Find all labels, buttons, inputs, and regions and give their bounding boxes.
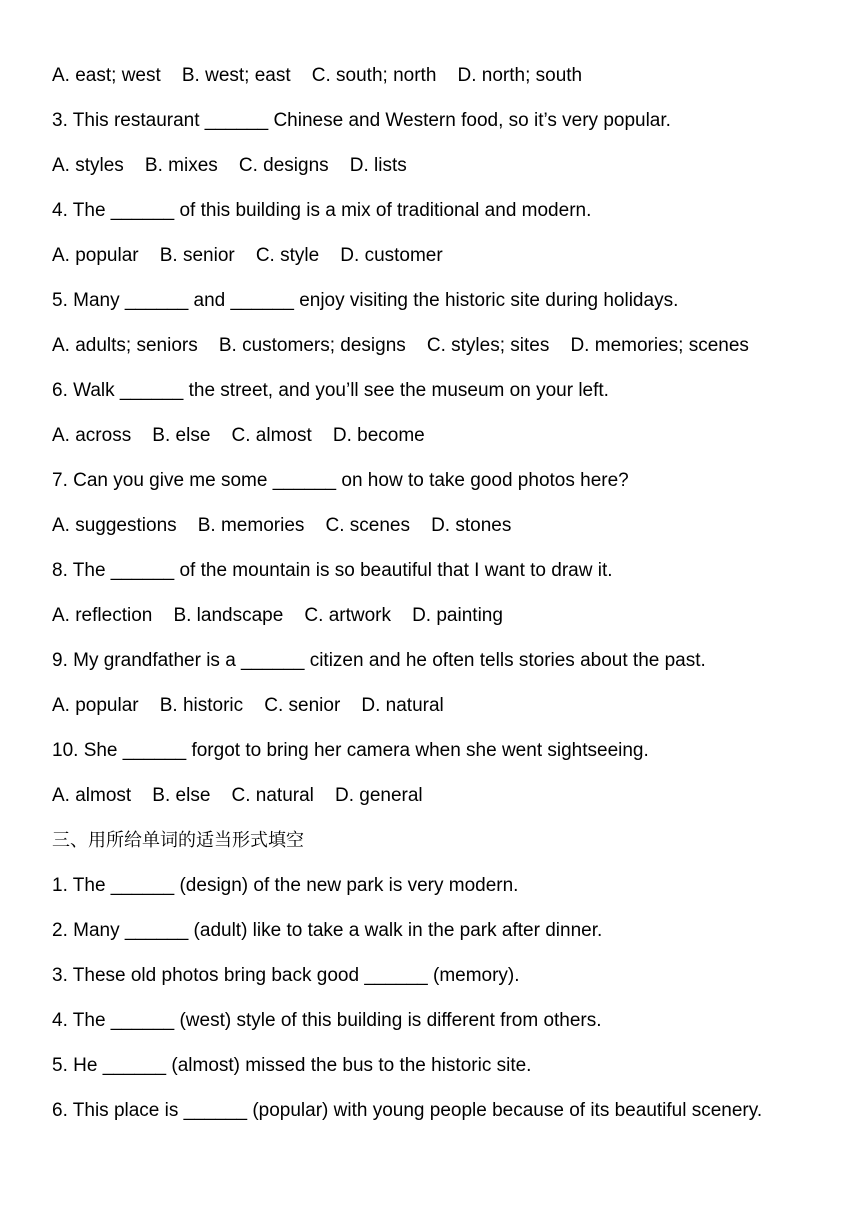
fill-in-4: 4. The ______ (west) style of this building is different from others. [52, 1010, 602, 1031]
question-7-options: A. suggestions B. memories C. scenes D. stones [52, 515, 512, 536]
question-9-options: A. popular B. historic C. senior D. natural [52, 695, 444, 716]
fill-in-5: 5. He ______ (almost) missed the bus to the historic site. [52, 1055, 532, 1076]
question-10-text: 10. She ______ forgot to bring her camera when she went sightseeing. [52, 740, 649, 761]
fill-in-2: 2. Many ______ (adult) like to take a walk in the park after dinner. [52, 920, 603, 941]
question-7-text: 7. Can you give me some ______ on how to take good photos here? [52, 470, 629, 491]
question-4-options: A. popular B. senior C. style D. customer [52, 245, 443, 266]
question-3-text: 3. This restaurant ______ Chinese and Western food, so it’s very popular. [52, 110, 671, 131]
question-3-options: A. styles B. mixes C. designs D. lists [52, 155, 407, 176]
fill-in-6: 6. This place is ______ (popular) with young people because of its beautiful scenery. [52, 1100, 763, 1121]
fill-in-3: 3. These old photos bring back good ______ (memory). [52, 965, 520, 986]
question-6-text: 6. Walk ______ the street, and you’ll see the museum on your left. [52, 380, 609, 401]
fill-in-1: 1. The ______ (design) of the new park is very modern. [52, 875, 519, 896]
question-8-text: 8. The ______ of the mountain is so beautiful that I want to draw it. [52, 560, 613, 581]
question-9-text: 9. My grandfather is a ______ citizen and he often tells stories about the past. [52, 650, 706, 671]
question-8-options: A. reflection B. landscape C. artwork D. painting [52, 605, 503, 626]
question-10-options: A. almost B. else C. natural D. general [52, 785, 423, 806]
question-5-text: 5. Many ______ and ______ enjoy visiting the historic site during holidays. [52, 290, 679, 311]
question-2-options: A. east; west B. west; east C. south; north D. north; south [52, 65, 583, 86]
question-6-options: A. across B. else C. almost D. become [52, 425, 425, 446]
question-5-options: A. adults; seniors B. customers; designs C. styles; sites D. memories; scenes [52, 335, 749, 356]
section-3-heading: 三、用所给单词的适当形式填空 [52, 830, 304, 851]
question-4-text: 4. The ______ of this building is a mix of traditional and modern. [52, 200, 592, 221]
